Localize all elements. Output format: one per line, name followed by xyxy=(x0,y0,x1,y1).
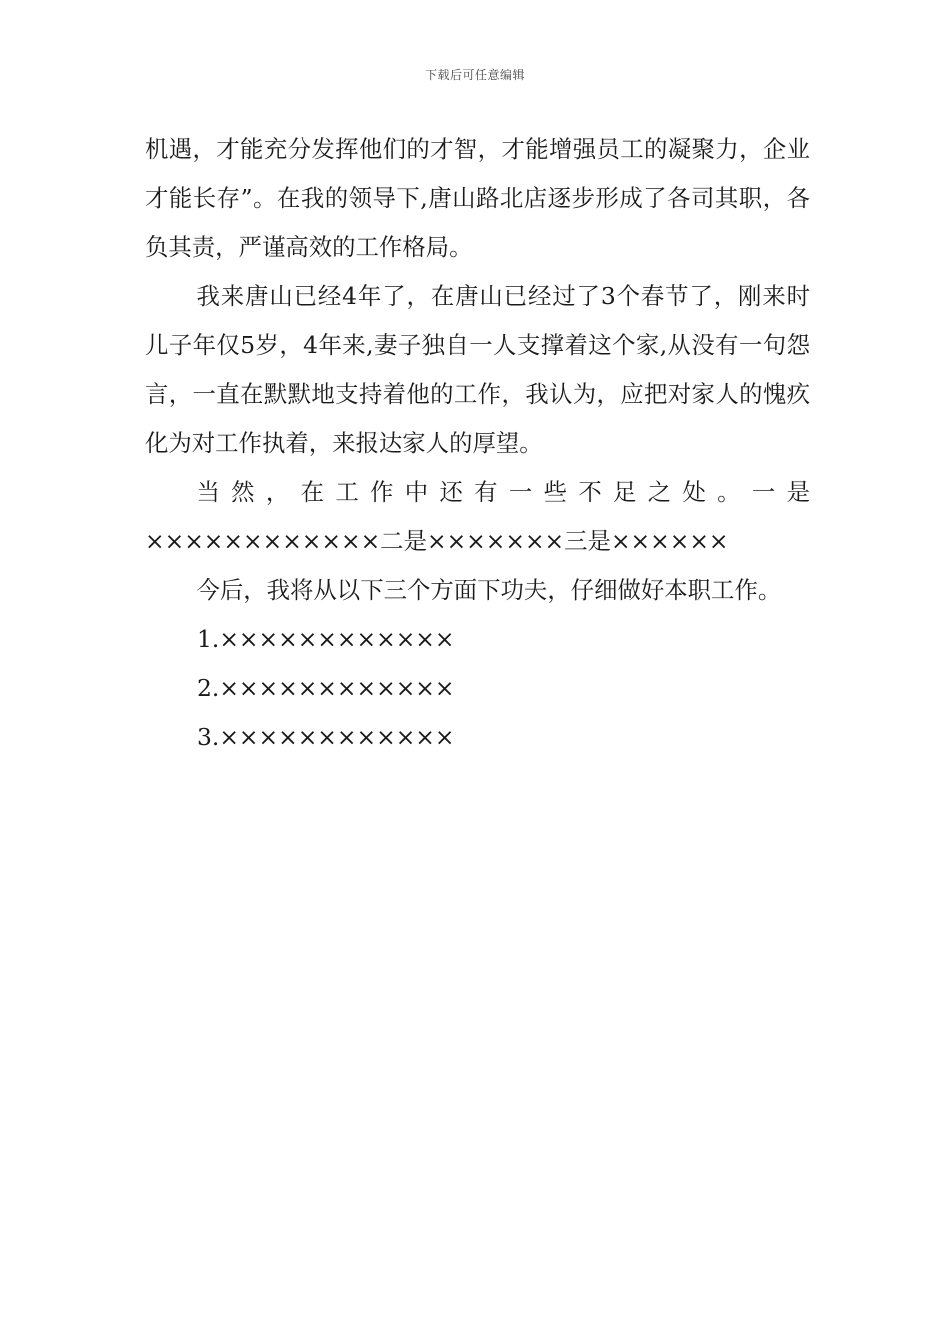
page-header-caption: 下载后可任意编辑 xyxy=(424,68,525,82)
document-body xyxy=(145,125,810,762)
paragraph-continuation: 机遇，才能充分发挥他们的才智，才能增强员工的凝聚力，企业才能长存”。在我的领导下,唐山路北店逐步形成了各司其职，各负其责，严谨高效的工作格局。 xyxy=(145,135,810,261)
paragraph-family: 我来唐山已经4年了，在唐山已经过了3个春节了，刚来时儿子年仅5岁，4年来,妻子独自一人支撑着这个家,从没有一句怨言，一直在默默地支持着他的工作，我认为，应把对家人的愧疚化为对工作执着，来报达家人的厚望。 xyxy=(145,282,810,457)
paragraph-future-plan: 今后，我将从以下三个方面下功夫，仔细做好本职工作。 xyxy=(196,576,782,604)
list-item-2: 2.×××××××××××× xyxy=(197,674,455,702)
list-item-3: 3.×××××××××××× xyxy=(197,723,455,751)
paragraph-shortcomings: 当然，在工作中还有一些不足之处。一是××××××××××××二是×××××××三是×××××× xyxy=(145,478,810,555)
list-item-1: 1.×××××××××××× xyxy=(197,625,455,653)
